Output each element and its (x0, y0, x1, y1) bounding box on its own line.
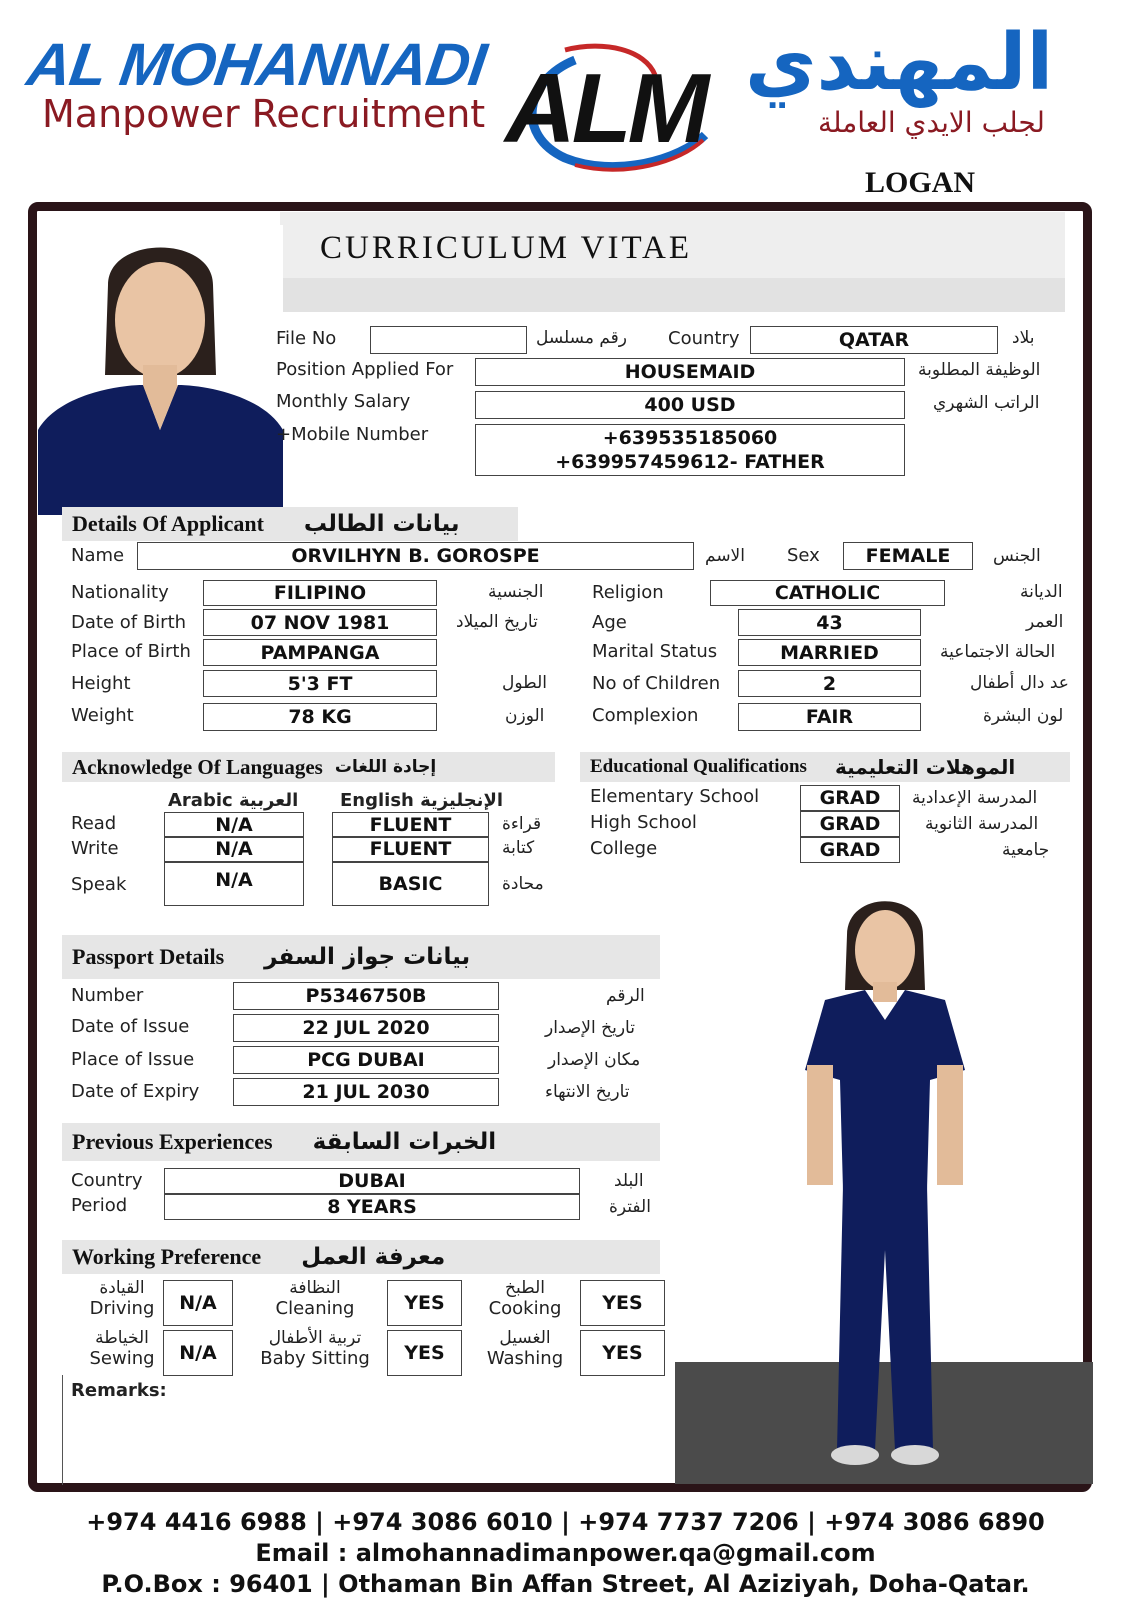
write-label: Write (71, 838, 119, 859)
languages-section-title: Acknowledge Of Languages (72, 754, 323, 779)
speak-arabic-label: محادة (502, 874, 544, 894)
pob-label: Place of Birth (71, 641, 191, 662)
languages-section-header (62, 752, 555, 782)
sewing-arabic-label: الخياطة (95, 1328, 149, 1348)
write-arabic-label: كتابة (502, 838, 535, 858)
english-column-header: English الإنجليزية (340, 790, 504, 811)
footer-address: P.O.Box : 96401 | Othaman Bin Affan Street, Al Aziziyah, Doha-Qatar. (101, 1570, 1030, 1598)
experience-section-title-arabic: الخبرات السابقة (312, 1129, 497, 1155)
read-english-field: FLUENT (332, 812, 489, 838)
passport-section-title-arabic: بيانات جواز السفر (264, 944, 471, 970)
experience-section-title: Previous Experiences (72, 1129, 273, 1154)
issue-place-field: PCG DUBAI (233, 1046, 499, 1074)
issue-date-label: Date of Issue (71, 1016, 190, 1037)
height-arabic-label: الطول (502, 673, 547, 693)
complexion-label: Complexion (592, 705, 699, 726)
college-arabic-label: جامعية (1002, 840, 1050, 860)
read-arabic-label: قراءة (502, 814, 542, 834)
experience-section-header (62, 1123, 660, 1161)
applicant-section-title: Details Of Applicant (72, 511, 264, 536)
pob-field: PAMPANGA (203, 639, 437, 666)
write-english-field: FLUENT (332, 836, 489, 862)
sex-label: Sex (787, 545, 820, 566)
expiry-date-field: 21 JUL 2030 (233, 1078, 499, 1106)
dob-label: Date of Birth (71, 612, 187, 633)
baby-sitting-label-group (250, 1328, 380, 1369)
elementary-arabic-label: المدرسة الإعدادية (912, 788, 1038, 808)
education-section-title-arabic: الموهلات التعليمية (834, 755, 1016, 779)
file-no-arabic-label: رقم مسلسل (536, 328, 627, 348)
high-school-label: High School (590, 812, 697, 833)
file-no-field (370, 326, 527, 354)
preference-section-title-arabic: معرفة العمل (301, 1244, 446, 1270)
college-label: College (590, 838, 658, 859)
preference-section-header (62, 1240, 660, 1274)
mobile-label: +Mobile Number (276, 424, 429, 445)
alm-logo-text: ALM (505, 53, 706, 163)
driving-arabic-label: القيادة (99, 1278, 145, 1298)
title-strip (280, 278, 1065, 312)
experience-period-arabic-label: الفترة (609, 1197, 651, 1217)
read-label: Read (71, 813, 117, 834)
brand-tagline-english: Manpower Recruitment (42, 92, 486, 136)
education-section-header (580, 752, 1070, 782)
name-field: ORVILHYN B. GOROSPE (137, 542, 694, 570)
college-field: GRAD (800, 837, 900, 863)
dob-field: 07 NOV 1981 (203, 609, 437, 636)
washing-label: Washing (486, 1348, 564, 1369)
marital-status-field: MARRIED (738, 639, 921, 666)
cooking-field: YES (580, 1280, 665, 1326)
age-field: 43 (738, 609, 921, 636)
brand-name-english: AL MOHANNADI (23, 31, 490, 98)
issue-date-field: 22 JUL 2020 (233, 1014, 499, 1042)
agency-name: LOGAN (865, 166, 976, 199)
page-title: CURRICULUM VITAE (320, 230, 693, 266)
footer-email[interactable]: Email : almohannadimanpower.qa@gmail.com (255, 1539, 876, 1567)
preference-section-title: Working Preference (72, 1244, 262, 1269)
name-arabic-label: الاسم (705, 546, 745, 566)
religion-arabic-label: الديانة (1020, 582, 1063, 602)
elementary-field: GRAD (800, 785, 900, 811)
position-arabic-label: الوظيفة المطلوبة (918, 360, 1041, 380)
high-school-field: GRAD (800, 811, 900, 837)
dob-arabic-label: تاريخ الميلاد (456, 612, 538, 632)
education-section-title: Educational Qualifications (590, 756, 807, 777)
passport-section-title: Passport Details (72, 944, 225, 969)
position-label: Position Applied For (276, 359, 454, 380)
elementary-label: Elementary School (590, 786, 760, 807)
arabic-column-header: Arabic العربية (168, 790, 299, 811)
height-label: Height (71, 673, 131, 694)
sex-field: FEMALE (843, 542, 973, 570)
complexion-arabic-label: لون البشرة (983, 706, 1064, 726)
country-field: QATAR (750, 326, 998, 354)
experience-period-field: 8 YEARS (164, 1194, 580, 1220)
sex-arabic-label: الجنس (993, 546, 1041, 566)
washing-arabic-label: الغسيل (499, 1328, 551, 1348)
washing-label-group (475, 1328, 575, 1369)
marital-status-arabic-label: الحالة الاجتماعية (940, 642, 1056, 662)
weight-label: Weight (71, 705, 134, 726)
sewing-label-group (82, 1328, 162, 1369)
cleaning-field: YES (387, 1280, 462, 1326)
passport-number-arabic-label: الرقم (606, 986, 645, 1006)
position-field: HOUSEMAID (475, 358, 905, 386)
brand-tagline-arabic: لجلب الايدي العاملة (818, 106, 1045, 139)
complexion-field: FAIR (738, 703, 921, 731)
high-school-arabic-label: المدرسة الثانوية (925, 814, 1039, 834)
remarks-label: Remarks: (71, 1380, 167, 1401)
languages-section-title-arabic: إجادة اللغات (334, 757, 437, 777)
cooking-label-group (475, 1278, 575, 1319)
nationality-arabic-label: الجنسية (488, 582, 544, 602)
passport-section-header (62, 935, 660, 979)
cooking-arabic-label: الطبخ (505, 1278, 545, 1298)
baby-sitting-arabic-label: تربية الأطفال (268, 1328, 362, 1348)
children-arabic-label: عد دال أطفال (970, 673, 1069, 693)
driving-field: N/A (163, 1280, 233, 1326)
applicant-section-title-arabic: بيانات الطالب (303, 511, 460, 537)
washing-field: YES (580, 1330, 665, 1376)
passport-number-label: Number (71, 985, 144, 1006)
driving-label: Driving (89, 1298, 155, 1319)
experience-period-label: Period (71, 1195, 128, 1216)
issue-place-arabic-label: مكان الإصدار (548, 1050, 641, 1070)
footer-phones: +974 4416 6988 | +974 3086 6010 | +974 7737 7206 | +974 3086 6890 (86, 1508, 1045, 1536)
salary-arabic-label: الراتب الشهري (933, 393, 1040, 413)
cooking-label: Cooking (488, 1298, 562, 1319)
nationality-field: FILIPINO (203, 580, 437, 606)
speak-english-field: BASIC (332, 862, 489, 906)
salary-field: 400 USD (475, 391, 905, 419)
age-label: Age (592, 612, 627, 633)
baby-sitting-field: YES (387, 1330, 462, 1376)
height-field: 5'3 FT (203, 670, 437, 697)
sewing-field: N/A (163, 1330, 233, 1376)
expiry-date-label: Date of Expiry (71, 1081, 200, 1102)
experience-country-field: DUBAI (164, 1168, 580, 1194)
experience-country-arabic-label: البلد (614, 1171, 644, 1191)
children-field: 2 (738, 670, 921, 697)
issue-date-arabic-label: تاريخ الإصدار (545, 1018, 635, 1038)
brand-name-arabic: المهندي (745, 18, 1054, 108)
nationality-label: Nationality (71, 582, 169, 603)
expiry-date-arabic-label: تاريخ الانتهاء (545, 1082, 630, 1102)
baby-sitting-label: Baby Sitting (260, 1348, 370, 1369)
cleaning-label-group (250, 1278, 380, 1319)
religion-field: CATHOLIC (710, 580, 945, 606)
passport-number-field: P5346750B (233, 982, 499, 1010)
mobile-number-1: +639535185060 (602, 427, 778, 449)
issue-place-label: Place of Issue (71, 1049, 195, 1070)
cleaning-label: Cleaning (275, 1298, 355, 1319)
salary-label: Monthly Salary (276, 391, 411, 412)
speak-arabic-field: N/A (164, 862, 304, 906)
mobile-field (475, 424, 905, 476)
weight-field: 78 KG (203, 703, 437, 731)
write-arabic-field: N/A (164, 836, 304, 862)
marital-status-label: Marital Status (592, 641, 718, 662)
country-label: Country (668, 328, 740, 349)
religion-label: Religion (592, 582, 664, 603)
speak-label: Speak (71, 874, 127, 895)
children-label: No of Children (592, 673, 721, 694)
file-no-label: File No (276, 328, 337, 349)
age-arabic-label: العمر (1026, 612, 1064, 632)
weight-arabic-label: الوزن (505, 706, 545, 726)
applicant-full-body-photo (675, 890, 1095, 1480)
name-label: Name (71, 545, 125, 566)
mobile-number-2: +639957459612- FATHER (555, 451, 825, 473)
driving-label-group (82, 1278, 162, 1319)
cleaning-arabic-label: النظافة (289, 1278, 341, 1298)
experience-country-label: Country (71, 1170, 143, 1191)
read-arabic-field: N/A (164, 812, 304, 838)
applicant-section-header (62, 507, 518, 541)
country-arabic-label: بلاد (1012, 328, 1035, 348)
sewing-label: Sewing (89, 1348, 155, 1369)
applicant-portrait-photo (38, 225, 283, 515)
